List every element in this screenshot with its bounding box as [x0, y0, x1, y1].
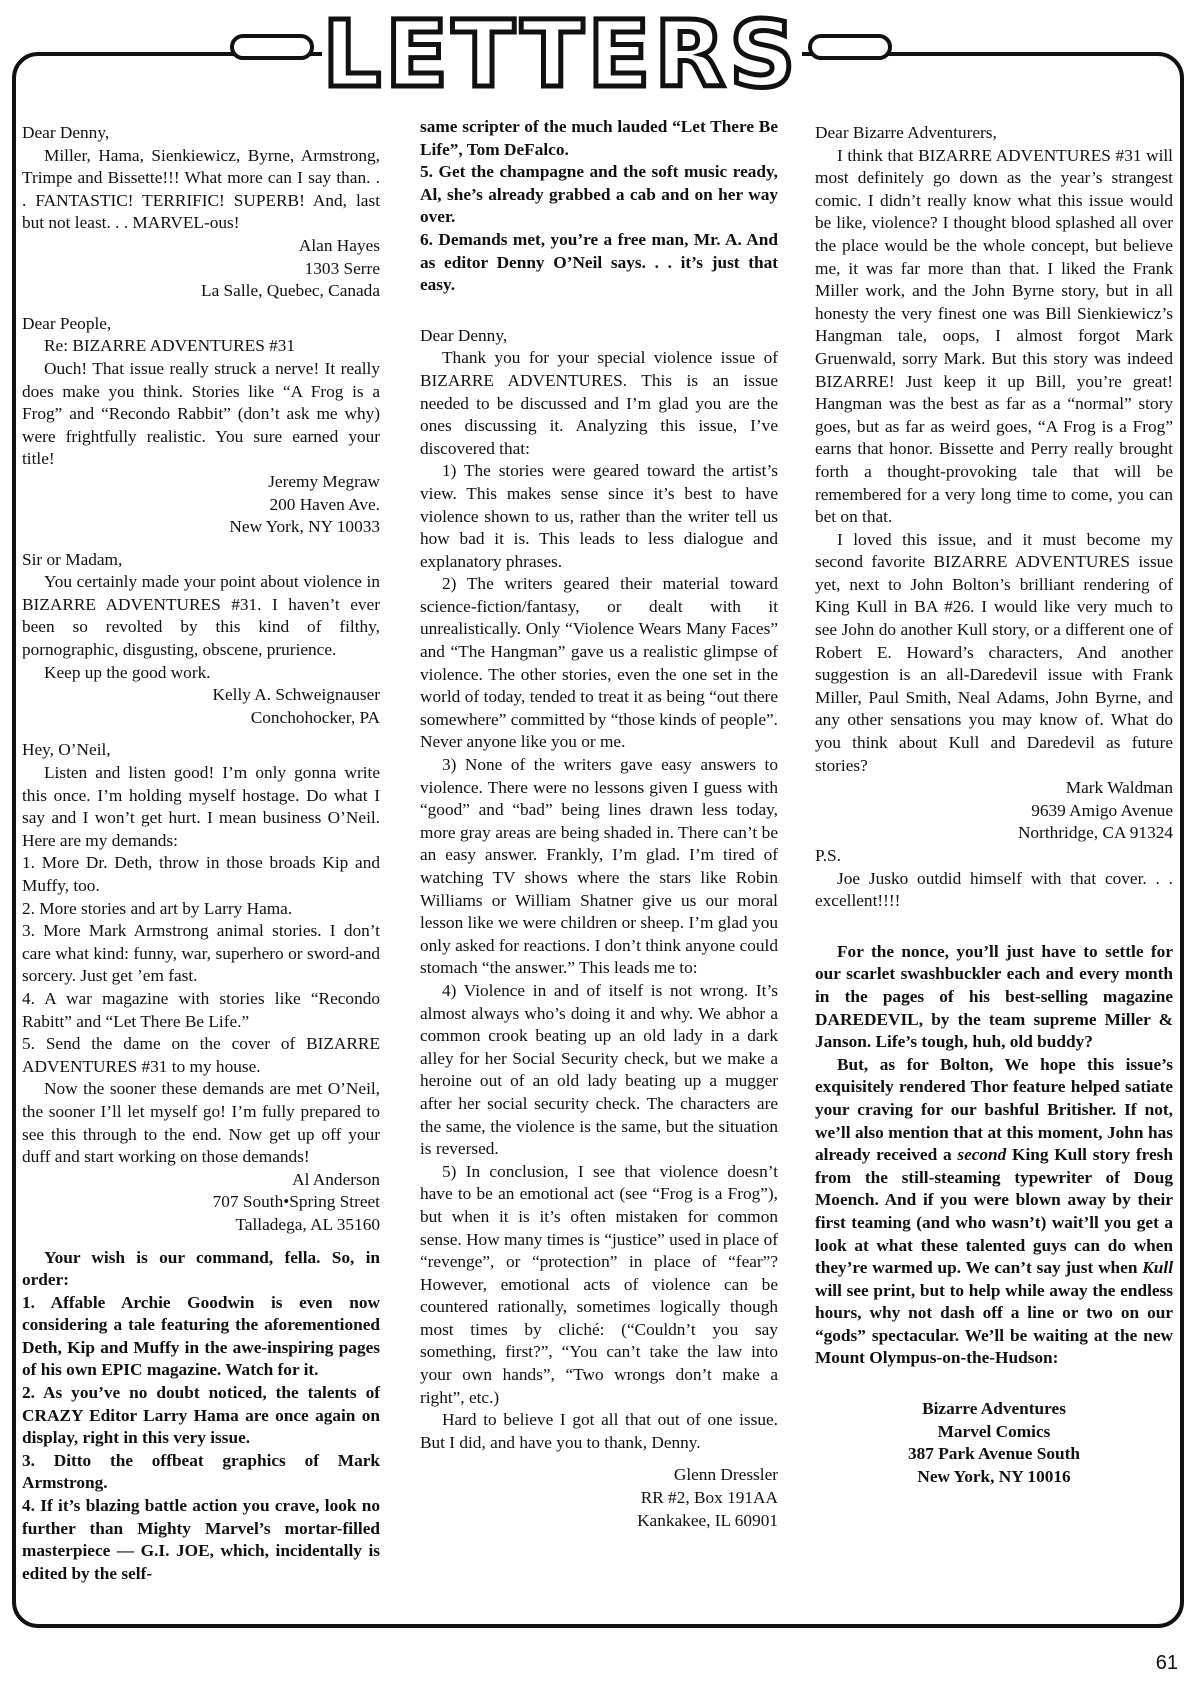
letter-5-name: Glenn Dressler — [673, 1465, 778, 1485]
address-line-4: New York, NY 10016 — [917, 1466, 1071, 1486]
letters-header — [0, 0, 1200, 110]
address-line-3: 387 Park Avenue South — [907, 1444, 1081, 1464]
letter-6-p1: I think that BIZARRE ADVENTURES #31 will most definitely go down as the year’s strangest comic. I didn’t really know what this issue would be like, violence? I thought blood splashed all over the place would be the whole concept, but believe me, it was far more than that. I liked the Frank Miller work, and the John Byrne story, but in all honesty the very finest one was Bill Sienkiewicz’s Hangman tale, oops, I almost forgot Mark Gruenwald, sorry Mark. But this story was indeed BIZARRE! Just keep it up Bill, you’re great! Hangman was the best as far as a “normal” story goes, but as far as weird goes, “A Frog is a Frog” earns that honor. Bissette and Perry really brought forth a thought-provoking tale that will be remembered for a very long time to come, you can bet on that. — [815, 145, 1173, 527]
letter-1-addr1: 1303 Serre — [304, 258, 380, 278]
letter-5-addr2: Kankakee, IL 60901 — [637, 1510, 778, 1530]
letter-1-addr2: La Salle, Quebec, Canada — [201, 281, 380, 301]
reply-4-item-1: 1. Affable Archie Goodwin is even now considering a tale featuring the aforementioned Deth, Kip and Muffy in the awe-inspiring pages of his own EPIC magazine. Watch for it. — [22, 1292, 380, 1380]
reply-4-item-3: 3. Ditto the offbeat graphics of Mark Armstrong. — [22, 1450, 380, 1493]
letter-4-demand-1: 1. More Dr. Deth, throw in those broads Kip and Muffy, too. — [22, 853, 380, 895]
letter-3-body2: Keep up the good work. — [44, 662, 211, 682]
reply-6-p1: For the nonce, you’ll just have to settle for our scarlet swashbuckler each and every month in the pages of his best-selling magazine DAREDEVIL, by the team supreme Miller & Janson. Life’s tough, huh, old buddy? — [815, 941, 1173, 1052]
letter-4-demand-4: 4. A war magazine with stories like “Recondo Rabitt” and “Let There Be Life.” — [22, 988, 380, 1031]
letter-6-ps: Joe Jusko outdid himself with that cover. . . excellent!!!! — [815, 868, 1173, 911]
letter-2-addr2: New York, NY 10033 — [229, 517, 380, 537]
letter-2-re: Re: BIZARRE ADVENTURES #31 — [44, 336, 296, 356]
reply-6-p2b: King Kull story fresh from the still-steaming typewriter of Doug Moench. And if you were blown away by their first teaming (and who wasn’t) wait’ll you get a look at what these talented guys can do when they’re warmed up. We can’t say just when — [815, 1145, 1173, 1278]
letter-3-addr1: Conchohocker, PA — [250, 707, 380, 727]
reply-6-p2c: will see print, but to help while away the endless hours, why not dash off a line or two on our “gods” spectacular. We’ll be waiting at the new Mount Olympus-on-the-Hudson: — [815, 1280, 1173, 1368]
letter-4-demand-2: 2. More stories and art by Larry Hama. — [22, 898, 293, 918]
letter-1-salutation: Dear Denny, — [22, 123, 110, 142]
reply-4-item-6: 6. Demands met, you’re a free man, Mr. A. And as editor Denny O’Neil says. . . it’s just that easy. — [420, 229, 778, 295]
letter-3-body: You certainly made your point about violence in BIZARRE ADVENTURES #31. I haven’t ever been so revolted by this kind of filthy, pornographic, disgusting, obscene, prurience. — [22, 572, 380, 660]
letter-2-addr1: 200 Haven Ave. — [269, 494, 380, 514]
letter-6-p2: I loved this issue, and it must become my second favorite BIZARRE ADVENTURES issue yet, next to John Bolton’s brilliant rendering of King Kull in BA #26. I would like very much to see John do another Kull story, or a different one of Robert E. Howard’s characters, And another suggestion is an all-Daredevil issue with Frank Miller, Paul Smith, Neal Adams, John Byrne, and any other sensations you may know of. What do you think about Kull and Daredevil as future stories? — [815, 529, 1173, 775]
reply-6-p2 — [815, 1054, 1173, 1370]
column-3 — [815, 116, 1173, 1488]
page-number: 61 — [1155, 1652, 1178, 1674]
reply-4-item-4-cont: same scripter of the much lauded “Let There Be Life”, Tom DeFalco. — [420, 117, 778, 159]
letter-6-salutation: Dear Bizarre Adventurers, — [815, 123, 997, 142]
column-1 — [22, 116, 380, 1585]
letter-6-ps-label: P.S. — [815, 846, 841, 865]
reply-6-second: second — [957, 1145, 1007, 1165]
letter-4-demand-3: 3. More Mark Armstrong animal stories. I don’t care what kind: funny, war, superhero or sword-and sorcery. Just get ’em fast. — [22, 921, 380, 986]
letters-title-graphic — [0, 0, 1200, 110]
letter-5-p4: 3) None of the writers gave easy answers to violence. There were no lessons given I guess with “good” and “bad” being lines drawn less today, more gray areas are being shaded in. There can’t be an easy answer. Frankly, I’m glad. I’m tired of watching TV shows where the stars like Robin Williams or William Shatner give us our moral lesson like we were children or sheep. I’m glad you only asked for reactions. I don’t think anyone could stomach “the answer.” This leads me to: — [420, 755, 778, 978]
reply-6-kull: Kull — [1142, 1258, 1173, 1278]
reply-4-item-5: 5. Get the champagne and the soft music ready, Al, she’s already grabbed a cab and on her way over. — [420, 162, 778, 227]
reply-6-p2a: But, as for Bolton, We hope this issue’s exquisitely rendered Thor feature helped satiate your craving for our bashful Britisher. If not, we’ll also mention that at this moment, John has already received a — [815, 1054, 1173, 1165]
letter-6-addr2: Northridge, CA 91324 — [1017, 823, 1173, 843]
letter-5-salutation: Dear Denny, — [420, 325, 508, 345]
letters-title: LETTERS — [322, 1, 800, 108]
letter-6-name: Mark Waldman — [1065, 778, 1173, 798]
letter-5-p6: 5) In conclusion, I see that violence doesn’t have to be an emotional act (see “Frog is a Frog”), but when it is it’s often mistaken for common sense. How many times is “justice” used in place of “revenge”, or “protection” in place of “fear”? However, emotional acts of violence can be countered rationally, sometimes logically though most times by cliché: (“Couldn’t you say something, first?”, “You can’t take the law into your own hands”, “Two wrongs don’t make a right”, etc.) — [420, 1161, 779, 1407]
letter-4-addr2: Talladega, AL 35160 — [235, 1214, 380, 1234]
letter-5-p5: 4) Violence in and of itself is not wrong. It’s almost always who’s doing it and why. We abhor a common crook beating up an old lady in a dark alley for her Social Security check, but we make a heroine out of an old lady beating up a mugger after her social security check. The characters are the same, the violence is the same, but the situation is reversed. — [420, 980, 778, 1159]
letter-5-p2: 1) The stories were geared toward the artist’s view. This makes sense since it’s best to have violence shown to us, rather than the writer tell us how bad it is. This leads to less dialogue and explanatory phrases. — [420, 461, 778, 571]
letter-4-addr1: 707 South•Spring Street — [212, 1192, 380, 1212]
letter-6-addr1: 9639 Amigo Avenue — [1031, 800, 1173, 820]
letter-2-body: Ouch! That issue really struck a nerve! It really does make you think. Stories like “A Frog is a Frog” and “Recondo Rabbit” (don’t ask me why) were frightfully realistic. You sure earned your title! — [22, 358, 380, 469]
letter-5-p3: 2) The writers geared their material toward science-fiction/fantasy, or dealt with it unrealistically. Only “Violence Wears Many Faces” and “The Hangman” gave us a realistic glimpse of violence. The other stories, even the one set in the world of today, tended to treat it as being “out there somewhere” committed by “those kinds of people”. Never anyone like you or me. — [420, 574, 778, 752]
reply-4-item-2: 2. As you’ve no doubt noticed, the talents of CRAZY Editor Larry Hama are once again on display, right in this very issue. — [22, 1383, 380, 1448]
address-line-1: Bizarre Adventures — [922, 1399, 1066, 1419]
letter-4-body2: Now the sooner these demands are met O’Neil, the sooner I’ll let myself go! I’m fully prepared to see this through to the end. Now get up off your duff and start working on those demands! — [22, 1079, 380, 1167]
letter-5-p1: Thank you for your special violence issue of BIZARRE ADVENTURES. This is an issue needed to be discussed and I’m glad you are the ones discussing it. Analyzing this issue, I’ve discovered that: — [420, 348, 778, 458]
address-line-2: Marvel Comics — [937, 1421, 1051, 1441]
letter-5-p7: Hard to believe I got all that out of one issue. But I did, and have you to thank, Denny. — [420, 1410, 778, 1452]
reply-4-item-4: 4. If it’s blazing battle action you crave, look no further than Mighty Marvel’s mortar-filled masterpiece — G.I. JOE, which, incidentally is edited by the self- — [22, 1496, 380, 1583]
letter-4-name: Al Anderson — [292, 1169, 380, 1189]
column-2 — [420, 116, 778, 1532]
letter-4-demand-5: 5. Send the dame on the cover of BIZARRE ADVENTURES #31 to my house. — [22, 1034, 380, 1076]
letter-5-addr1: RR #2, Box 191AA — [640, 1488, 778, 1508]
letter-4-salutation: Hey, O’Neil, — [22, 740, 111, 760]
letter-4-body: Listen and listen good! I’m only gonna write this once. I’m holding myself hostage. Do what I say and I won’t get hurt. I mean business O’Neil. Here are my demands: — [22, 763, 380, 850]
letter-3-salutation: Sir or Madam, — [22, 549, 123, 569]
letter-1-body: Miller, Hama, Sienkiewicz, Byrne, Armstrong, Trimpe and Bissette!!! What more can I say than. . . FANTASTIC! TERRIFIC! SUPERB! And, last but not least. . . MARVEL-ous! — [22, 145, 380, 233]
letter-2-name: Jeremy Megraw — [268, 471, 380, 491]
reply-4-intro: Your wish is our command, fella. So, in order: — [22, 1247, 380, 1290]
letter-2-salutation: Dear People, — [22, 313, 112, 333]
letter-3-name: Kelly A. Schweignauser — [212, 685, 380, 705]
letter-1-name: Alan Hayes — [298, 235, 380, 255]
